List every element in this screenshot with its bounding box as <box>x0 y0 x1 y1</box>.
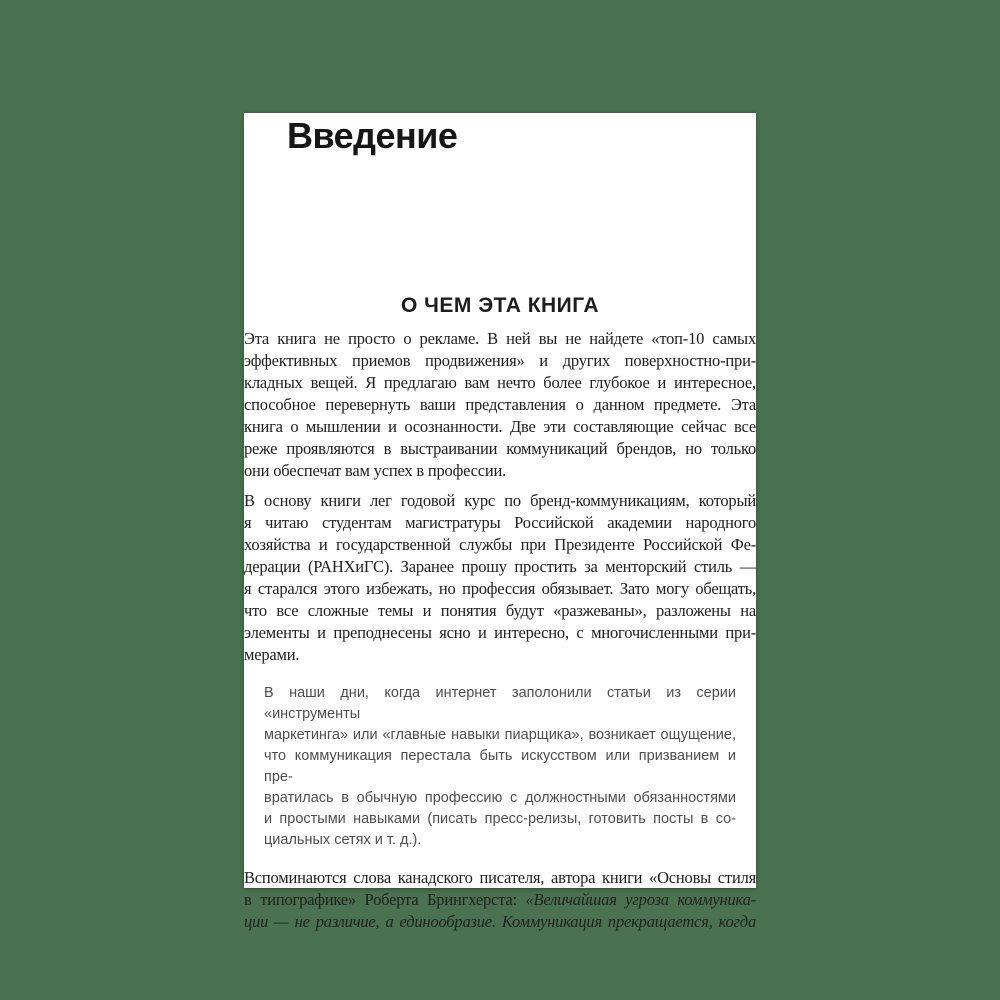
section-heading: О ЧЕМ ЭТА КНИГА <box>400 294 600 317</box>
text-line: В наши дни, когда интернет заполонили статьи из серии «инструменты <box>264 685 736 722</box>
text-line: В основу книги лег годовой курс по бренд-коммуникациям, который <box>244 491 756 510</box>
text-line: маркетинга» или «главные навыки пиарщика», возникает ощущение, <box>264 727 736 743</box>
book-page <box>244 113 756 931</box>
text-line: мерами. <box>244 645 300 664</box>
text-line <box>244 867 756 889</box>
text-line: реже проявляются в выстраивании коммуникаций брендов, но только <box>244 439 756 458</box>
body-paragraph <box>244 867 756 933</box>
text-line: и простыми навыками (писать пресс-релизы, готовить посты в со- <box>264 811 736 827</box>
text-line: кладных вещей. Я предлагаю вам нечто более глубокое и интересное, <box>244 373 756 392</box>
text-line: способное перевернуть ваши представления о данном предмете. Эта <box>244 395 756 414</box>
text-line: они обеспечат вам успех в профессии. <box>244 461 507 480</box>
text-segment: Вспоминаются слова канадского писателя, автора книги «Основы стиля <box>244 868 756 887</box>
text-line: элементы и преподнесены ясно и интересно, с многочисленными при- <box>244 623 756 642</box>
text-line <box>244 889 756 911</box>
text-line: дерации (РАНХиГС). Заранее прошу простить за менторский стиль — <box>244 557 756 576</box>
page-content <box>244 328 756 933</box>
text-line <box>244 911 756 933</box>
block-quote <box>264 683 736 851</box>
text-line: я старался этого избежать, но профессия обязывает. Зато могу обещать, <box>244 579 756 598</box>
chapter-title: Введение <box>287 115 458 156</box>
text-line: вратилась в обычную профессию с должностными обязанностями <box>264 790 736 806</box>
body-paragraph <box>244 490 756 666</box>
body-paragraph <box>244 328 756 482</box>
text-line: циальных сетях и т. д.). <box>264 832 422 848</box>
text-line: Эта книга не просто о рекламе. В ней вы не найдете «топ-10 самых <box>244 329 756 348</box>
text-line: книга о мышлении и осознанности. Две эти составляющие сейчас все <box>244 417 756 436</box>
text-line: хозяйства и государственной службы при Президенте Российской Фе- <box>244 535 756 554</box>
text-line: что коммуникация перестала быть искусством или призванием и пре- <box>264 748 736 785</box>
quoted-citation-text: «Величайшая угроза коммуника- <box>525 890 756 909</box>
text-line: что все сложные темы и понятия будут «разжеваны», разложены на <box>244 601 756 620</box>
text-line: эффективных приемов продвижения» и других поверхностно-при- <box>244 351 756 370</box>
quoted-citation-text: ции — не различие, а единообразие. Коммуникация прекращается, когда <box>244 912 756 931</box>
text-segment: в типографике» Роберта Брингхерста: <box>244 890 526 909</box>
text-line: я читаю студентам магистратуры Российской академии народного <box>244 513 756 532</box>
